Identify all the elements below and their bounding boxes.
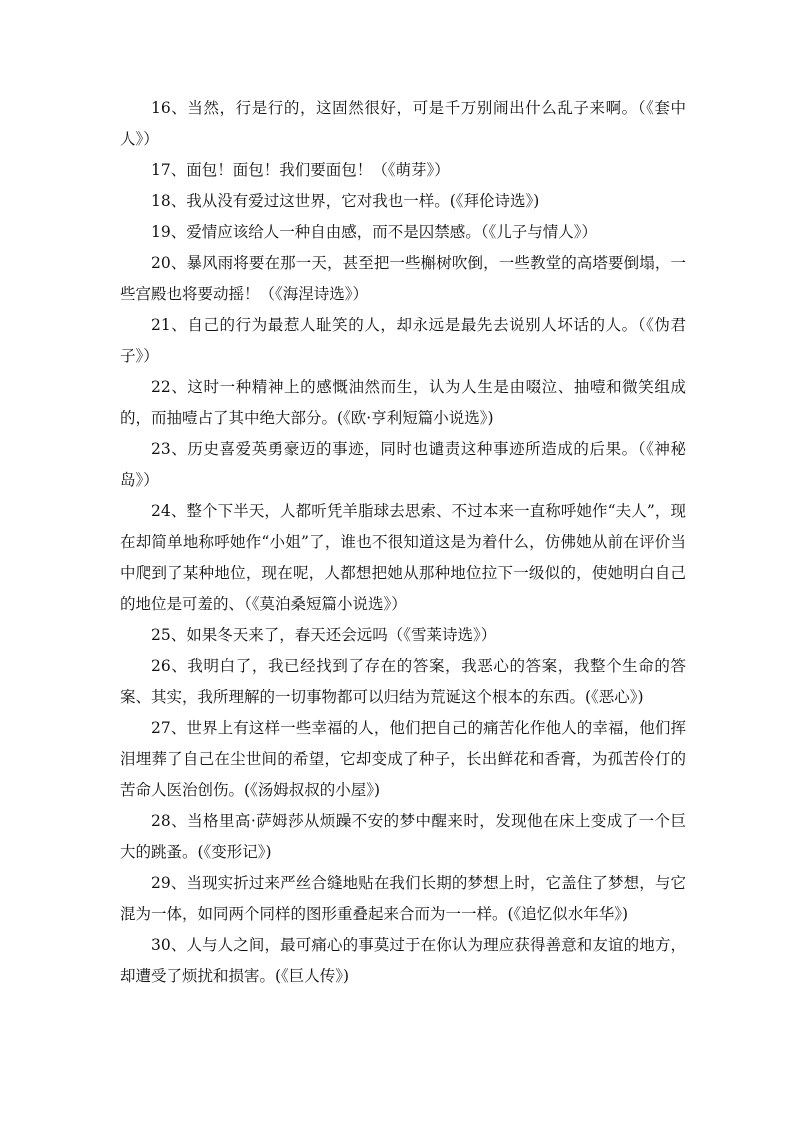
quote-28: 28、当格里高·萨姆莎从烦躁不安的梦中醒来时，发现他在床上变成了一个巨大的跳蚤。(《变形记》) — [120, 812, 686, 861]
quote-25: 25、如果冬天来了，春天还会远吗（《雪莱诗选》） — [151, 626, 497, 644]
quote-22: 22、这时一种精神上的感慨油然而生，认为人生是由啜泣、抽噎和微笑组成的，而抽噎占了其中绝大部分。(《欧·亨利短篇小说选》) — [120, 378, 686, 427]
quote-27: 27、世界上有这样一些幸福的人，他们把自己的痛苦化作他人的幸福，他们挥泪埋葬了自己在尘世间的希望，它却变成了种子，长出鲜花和香膏，为孤苦伶仃的苦命人医治创伤。(《汤姆叔叔的小屋》) — [120, 719, 686, 799]
quote-19: 19、爱情应该给人一种自由感，而不是囚禁感。（《儿子与情人》） — [151, 223, 597, 241]
quote-30: 30、人与人之间，最可痛心的事莫过于在你认为理应获得善意和友谊的地方，却遭受了烦扰和损害。(《巨人传》) — [120, 936, 686, 985]
quote-24: 24、整个下半天，人都听凭羊脂球去思索、不过本来一直称呼她作“夫人”，现在却简单地称呼她作“小姐”了，谁也不很知道这是为着什么，仿佛她从前在评价当中爬到了某种地位，现在呢，人都想把她从那种地位拉下一级似的，使她明白自己的地位是可羞的、（《莫泊桑短篇小说选》） — [120, 502, 686, 613]
quote-17: 17、面包！面包！我们要面包！（《萌芽》） — [151, 161, 450, 179]
quote-20: 20、暴风雨将要在那一天，甚至把一些槲树吹倒，一些教堂的高塔要倒塌，一些宫殿也将要动摇！（《海涅诗选》） — [120, 254, 686, 303]
quote-23: 23、历史喜爱英勇豪迈的事迹，同时也谴责这种事迹所造成的后果。（《神秘岛》） — [120, 440, 686, 489]
quote-18: 18、我从没有爱过这世界，它对我也一样。(《拜伦诗选》) — [151, 192, 540, 210]
document-page — [120, 93, 686, 992]
quote-21: 21、自己的行为最惹人耻笑的人，却永远是最先去说别人坏话的人。（《伪君子》） — [120, 316, 686, 365]
quote-16: 16、当然，行是行的，这固然很好，可是千万别闹出什么乱子来啊。（《套中人》） — [120, 99, 686, 148]
quote-29: 29、当现实折过来严丝合缝地贴在我们长期的梦想上时，它盖住了梦想，与它混为一体，如同两个同样的图形重叠起来合而为一一样。(《追忆似水年华》) — [120, 874, 686, 923]
quote-26: 26、我明白了，我已经找到了存在的答案，我恶心的答案，我整个生命的答案、其实，我所理解的一切事物都可以归结为荒诞这个根本的东西。(《恶心》) — [120, 657, 686, 706]
